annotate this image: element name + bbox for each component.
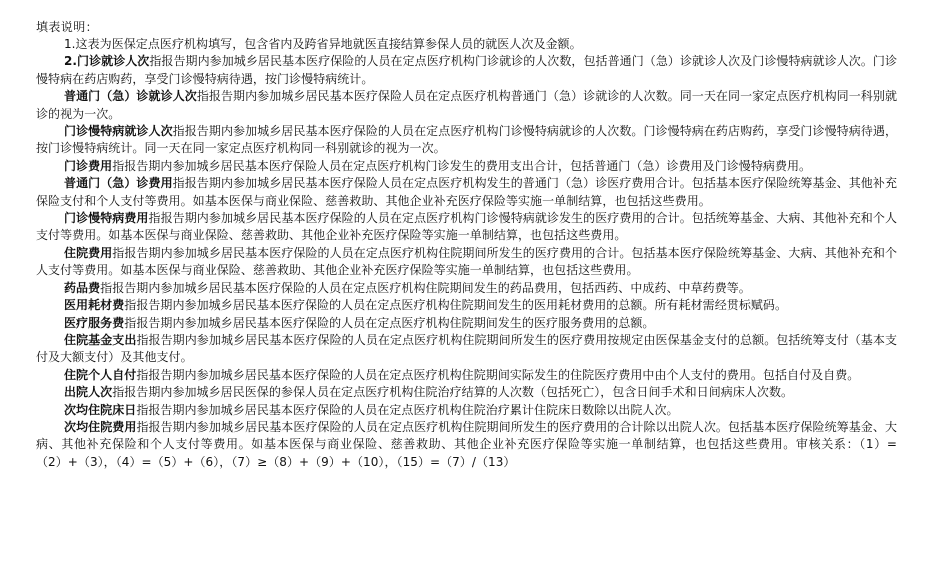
note-text: 指报告期内参加城乡居民基本医疗保险的人员在定点医疗机构门诊慢特病就诊发生的医疗费用的合计。包括统筹基金、大病、其他补充和个人支付等费用。如基本医保与商业保险、慈善救助、其他企业补充医疗保险等实施一单制结算，也包括这些费用。 xyxy=(36,211,897,243)
note-text: 指报告期内参加城乡居民基本医疗保险人员在定点医疗机构发生的普通门（急）诊医疗费用合计。包括基本医疗保险统筹基金、其他补充保险支付和个人支付等费用。如基本医保与商业保险、慈善救助、其他企业补充医疗保险等实施一单制结算，也包括这些费用。 xyxy=(36,176,897,208)
note-term: 门诊慢特病就诊人次 xyxy=(64,124,173,139)
note-text: 指报告期内参加城乡居民基本医疗保险的人员在定点医疗机构住院治疗累计住院床日数除以出院人次。 xyxy=(136,402,679,417)
note-item-avg-inpatient-cost xyxy=(36,419,897,471)
note-term: 住院个人自付 xyxy=(64,367,137,382)
note-term: 2.门诊就诊人次 xyxy=(64,54,150,69)
note-text: 指报告期内参加城乡居民基本医疗保险的人员在定点医疗机构门诊就诊的人次数，包括普通门（急）诊就诊人次及门诊慢特病就诊人次。门诊慢特病在药店购药，享受门诊慢特病待遇，按门诊慢特病统计。 xyxy=(36,54,897,86)
note-item-consumables-cost xyxy=(36,297,897,314)
note-term: 出院人次 xyxy=(64,385,113,400)
note-text: 指报告期内参加城乡居民医保的参保人员在定点医疗机构住院治疗结算的人次数（包括死亡），包含日间手术和日间病床人次数。 xyxy=(112,385,794,400)
note-item-drug-cost xyxy=(36,280,897,297)
note-text: 指报告期内参加城乡居民基本医疗保险的人员在定点医疗机构门诊慢特病就诊的人次数。门诊慢特病在药店购药，享受门诊慢特病待遇，按门诊慢特病统计。同一天在同一家定点医疗机构同一科别就诊的视为一次。 xyxy=(36,124,897,156)
note-text: 指报告期内参加城乡居民基本医疗保险的人员在定点医疗机构住院期间发生的医用耗材费用的总额。所有耗材需经贯标赋码。 xyxy=(124,298,788,313)
note-item-outpatient-cost xyxy=(36,158,897,175)
note-text: 指报告期内参加城乡居民基本医疗保险的人员在定点医疗机构住院期间所发生的医疗费用的合计除以出院人次。包括基本医疗保险统筹基金、大病、其他补充保险和个人支付等费用。如基本医保与商业保险、慈善救助、其他企业补充医疗保险等实施一单制结算，也包括这些费用。审核关系：（1）=（2）+（3），（4）=（5）+（6），（7）≥（8）+（9）+（10），（15）=（7）/（13） xyxy=(36,419,897,469)
note-term: 住院费用 xyxy=(64,245,113,260)
note-text: 指报告期内参加城乡居民基本医疗保险的人员在定点医疗机构住院期间所发生的医疗费用的合计。包括基本医疗保险统筹基金、大病、其他补充和个人支付等费用。如基本医保与商业保险、慈善救助、其他企业补充医疗保险等实施一单制结算，也包括这些费用。 xyxy=(36,245,897,278)
note-text: 指报告期内参加城乡居民基本医疗保险人员在定点医疗机构门诊发生的费用支出合计，包括普通门（急）诊费用及门诊慢特病费用。 xyxy=(112,158,812,173)
note-item-outpatient-visits xyxy=(36,53,897,88)
note-item-discharges xyxy=(36,384,897,401)
note-item-self-payment xyxy=(36,367,897,384)
note-term: 医用耗材费 xyxy=(64,298,125,313)
note-term: 门诊费用 xyxy=(64,158,113,173)
note-item-general-outpatient-cost xyxy=(36,175,897,210)
note-item-medical-service-cost xyxy=(36,315,897,332)
page-heading: 填表说明： xyxy=(36,20,99,34)
note-text: 指报告期内参加城乡居民基本医疗保险的人员在定点医疗机构住院期间实际发生的住院医疗费用中由个人支付的费用。包括自付及自费。 xyxy=(136,367,860,382)
note-term: 门诊慢特病费用 xyxy=(64,211,149,226)
note-text: 1.这表为医保定点医疗机构填写，包含省内及跨省异地就医直接结算参保人员的就医人次及金额。 xyxy=(64,37,582,51)
note-item-chronic-disease-cost xyxy=(36,210,897,245)
note-term: 药品费 xyxy=(64,280,101,295)
note-item-intro xyxy=(36,36,897,53)
note-item-avg-bed-days xyxy=(36,402,897,419)
note-text: 指报告期内参加城乡居民基本医疗保险人员在定点医疗机构普通门（急）诊就诊的人次数。同一天在同一家定点医疗机构同一科别就诊的视为一次。 xyxy=(36,89,898,121)
note-term: 医疗服务费 xyxy=(64,315,125,330)
note-term: 普通门（急）诊费用 xyxy=(64,176,173,191)
note-item-general-outpatient-visits xyxy=(36,88,897,123)
note-text: 指报告期内参加城乡居民基本医疗保险的人员在定点医疗机构住院期间发生的药品费用，包括西药、中成药、中草药费等。 xyxy=(100,280,751,295)
note-term: 次均住院床日 xyxy=(64,402,137,417)
note-term: 住院基金支出 xyxy=(64,332,137,347)
note-text: 指报告期内参加城乡居民基本医疗保险的人员在定点医疗机构住院期间发生的医疗服务费用的总额。 xyxy=(124,315,655,330)
note-term: 次均住院费用 xyxy=(64,419,137,434)
note-term: 普通门（急）诊就诊人次 xyxy=(64,89,197,104)
note-item-fund-expenditure xyxy=(36,332,897,367)
note-text: 指报告期内参加城乡居民基本医疗保险的人员在定点医疗机构住院期间所发生的医疗费用按规定由医保基金支付的总额。包括统筹支付（基本支付及大额支付）及其他支付。 xyxy=(36,332,897,365)
note-item-inpatient-cost xyxy=(36,245,897,280)
note-item-chronic-disease-visits xyxy=(36,123,897,158)
